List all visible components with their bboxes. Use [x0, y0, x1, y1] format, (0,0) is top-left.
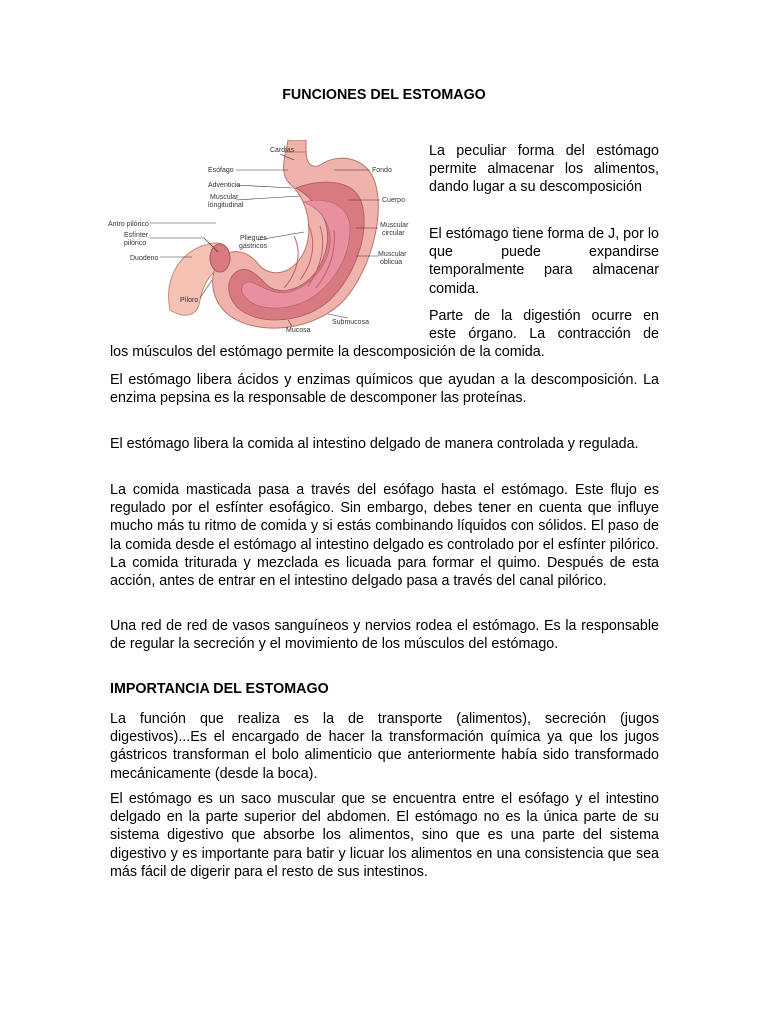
paragraph-digestion-line2: este órgano. La contracción de — [429, 326, 659, 342]
label-fondo: Fondo — [372, 167, 392, 174]
label-mucosa: Mucosa — [286, 327, 311, 334]
label-antro-pilorico: Antro pilórico — [108, 221, 149, 228]
paragraph-acidos: El estómago libera ácidos y enzimas químicos que ayudan a la descomposición. La enzima pepsina es la responsable de descomponer las proteínas. — [110, 372, 659, 407]
paragraph-forma: La peculiar forma del estómago permite almacenar los alimentos, dando lugar a su descomposición — [429, 143, 659, 196]
label-muscular-circular-2: circular — [382, 230, 405, 237]
label-muscular-longitudinal-2: longitudinal — [208, 202, 244, 209]
label-pliegues-2: gástricos — [239, 243, 268, 250]
label-esfinter-1: Esfínter — [124, 232, 149, 239]
label-adventicia: Adventicia — [208, 182, 241, 189]
paragraph-funcion: La función que realiza es la de transporte (alimentos), secreción (jugos digestivos)...Es el encargado de hacer la transformación química ya que los jugos gástricos transforman el bolo alimenticio que anteriormente había sido transformado mecánicamente (desde la boca). — [110, 711, 659, 782]
paragraph-forma-j: El estómago tiene forma de J, por lo que puede expandirse temporalmente para almacenar comida. — [429, 226, 659, 297]
label-cardias: Cardias — [270, 147, 295, 154]
paragraph-digestion-line3: los músculos del estómago permite la descomposición de la comida. — [110, 344, 545, 360]
paragraph-saco-muscular: El estómago es un saco muscular que se encuentra entre el esófago y el intestino delgado en la parte superior del abdomen. El estómago no es la única parte de su sistema digestivo que absorbe los alimentos, sino que es una parte del sistema digestivo y es importante para batir y licuar los alimentos en una consistencia que sea más fácil de digerir para el resto de sus intestinos. — [110, 791, 659, 880]
page-title: FUNCIONES DEL ESTOMAGO — [282, 87, 486, 103]
paragraph-red-vasos: Una red de red de vasos sanguíneos y nervios rodea el estómago. Es la responsable de regular la secreción y el movimiento de los músculos del estómago. — [110, 618, 659, 653]
paragraph-comida-masticada: La comida masticada pasa a través del esófago hasta el estómago. Este flujo es regulado por el esfínter esofágico. Sin embargo, debes tener en cuenta que influye mucho más tu ritmo de comida y si estás combinando líquidos con sólidos. El paso de la comida desde el estómago al intestino delgado es controlado por el esfínter pilórico. La comida triturada y mezclada es licuada para formar el quimo. Después de esta acción, antes de entrar en el intestino delgado pasa a través del canal pilórico. — [110, 482, 659, 590]
stomach-anatomy-illustration — [108, 140, 418, 336]
label-cuerpo: Cuerpo — [382, 197, 405, 204]
label-muscular-obliqua-1: Muscular — [378, 251, 407, 258]
label-muscular-obliqua-2: oblicua — [380, 259, 403, 266]
paragraph-digestion-line1: Parte de la digestión ocurre en — [429, 308, 659, 324]
label-muscular-circular-1: Muscular — [380, 222, 409, 229]
label-esfinter-2: pilórico — [124, 240, 147, 247]
paragraph-libera-comida: El estómago libera la comida al intestino delgado de manera controlada y regulada. — [110, 436, 639, 452]
label-piloro: Píloro — [180, 297, 199, 304]
label-muscular-longitudinal-1: Muscular — [210, 194, 239, 201]
label-pliegues-1: Pliegues — [240, 235, 267, 242]
section-heading-importancia: IMPORTANCIA DEL ESTOMAGO — [110, 681, 329, 697]
pyloric-sphincter — [210, 244, 230, 272]
label-duodeno: Duodeno — [130, 255, 159, 262]
label-submucosa: Submucosa — [332, 319, 369, 326]
label-esofago: Esófago — [208, 167, 234, 174]
